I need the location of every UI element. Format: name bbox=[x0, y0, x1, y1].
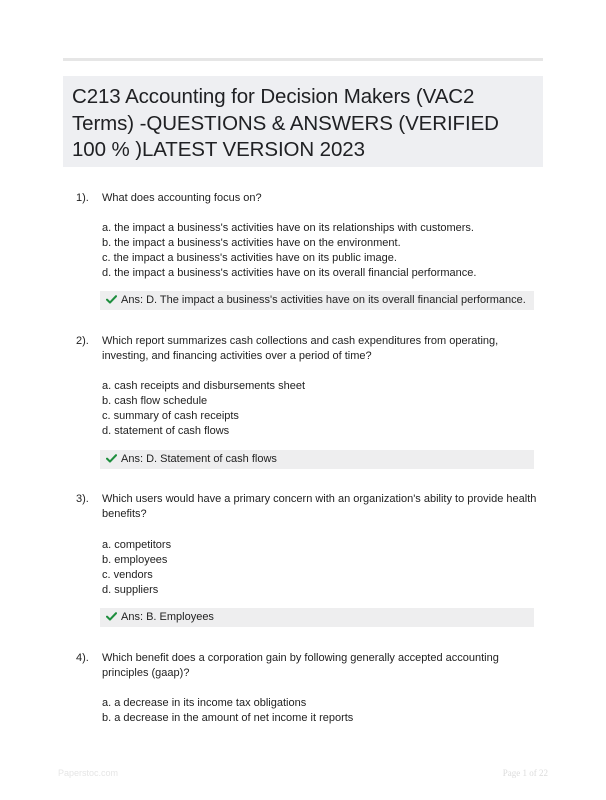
question-text: What does accounting focus on? bbox=[102, 192, 262, 204]
option-b: b. cash flow schedule bbox=[102, 395, 208, 407]
answer-box bbox=[100, 450, 534, 469]
answer-text: Ans: D. Statement of cash flows bbox=[121, 453, 277, 465]
options-list bbox=[102, 379, 542, 439]
check-icon bbox=[106, 295, 117, 304]
top-divider bbox=[63, 58, 543, 61]
option-a: a. the impact a business's activities have on its relationships with customers. bbox=[102, 222, 474, 234]
option-c: c. the impact a business's activities have on its public image. bbox=[102, 252, 397, 264]
option-c: c. summary of cash receipts bbox=[102, 410, 239, 422]
option-d: d. statement of cash flows bbox=[102, 425, 230, 437]
option-d: d. suppliers bbox=[102, 584, 159, 596]
page-number: Page 1 of 22 bbox=[502, 768, 548, 778]
question-number: 3). bbox=[76, 493, 89, 505]
option-d: d. the impact a business's activities have on its overall financial performance. bbox=[102, 267, 477, 279]
answer-text: Ans: B. Employees bbox=[121, 611, 214, 623]
question-text: Which benefit does a corporation gain by following generally accepted accounting principles (gaap)? bbox=[102, 652, 499, 679]
check-icon bbox=[106, 454, 117, 463]
question-text: Which report summarizes cash collections and cash expenditures from operating, investing, and financing activities over a period of time? bbox=[102, 335, 499, 362]
options-list bbox=[102, 221, 542, 281]
question-number: 4). bbox=[76, 652, 89, 664]
answer-text: Ans: D. The impact a business's activities have on its overall financial performance. bbox=[121, 294, 526, 306]
option-b: b. employees bbox=[102, 554, 168, 566]
title-box bbox=[63, 76, 543, 167]
option-a: a. cash receipts and disbursements sheet bbox=[102, 380, 306, 392]
question-text: Which users would have a primary concern with an organization's ability to provide health benefits? bbox=[102, 493, 537, 520]
option-a: a. a decrease in its income tax obligations bbox=[102, 697, 307, 709]
check-icon bbox=[106, 612, 117, 621]
option-a: a. competitors bbox=[102, 539, 172, 551]
options-list bbox=[102, 538, 542, 598]
option-c: c. vendors bbox=[102, 569, 153, 581]
question-number: 2). bbox=[76, 335, 89, 347]
option-b: b. a decrease in the amount of net income it reports bbox=[102, 712, 354, 724]
answer-box bbox=[100, 608, 534, 627]
footer-watermark: Paperstoc.com bbox=[58, 768, 119, 778]
answer-box bbox=[100, 291, 534, 310]
options-list bbox=[102, 696, 542, 726]
question-number: 1). bbox=[76, 192, 89, 204]
option-b: b. the impact a business's activities have on the environment. bbox=[102, 237, 401, 249]
document-title: C213 Accounting for Decision Makers (VAC2 Terms) -QUESTIONS & ANSWERS (VERIFIED 100 % )LATEST VERSION 2023 bbox=[72, 85, 499, 161]
